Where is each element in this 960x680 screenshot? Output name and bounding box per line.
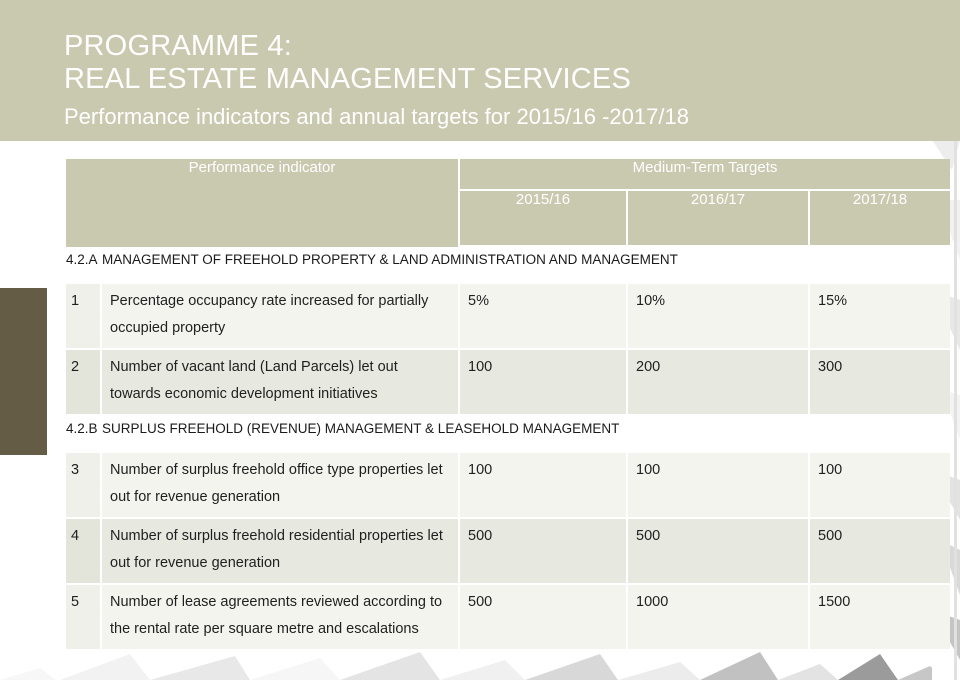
section-code: 4.2.B bbox=[66, 416, 102, 453]
row-target-value: 100 bbox=[628, 453, 810, 519]
section-code: 4.2.A bbox=[66, 247, 102, 284]
row-indicator: Number of surplus freehold residential properties let out for revenue generation bbox=[102, 519, 460, 585]
performance-indicators-table bbox=[66, 159, 950, 651]
background-photo-bottom bbox=[0, 652, 960, 680]
section-title: MANAGEMENT OF FREEHOLD PROPERTY & LAND ADMINISTRATION AND MANAGEMENT bbox=[102, 247, 950, 284]
table-row bbox=[66, 284, 950, 350]
page-title bbox=[64, 30, 631, 96]
column-header-year-2015-16: 2015/16 bbox=[460, 191, 628, 247]
section-header-row bbox=[66, 247, 950, 284]
table-row bbox=[66, 585, 950, 651]
row-number: 3 bbox=[66, 453, 102, 519]
row-indicator: Number of surplus freehold office type properties let out for revenue generation bbox=[102, 453, 460, 519]
row-target-value: 100 bbox=[460, 453, 628, 519]
row-target-value: 300 bbox=[810, 350, 950, 416]
title-banner bbox=[0, 0, 960, 141]
row-indicator: Number of lease agreements reviewed according to the rental rate per square metre and escalations bbox=[102, 585, 460, 651]
row-indicator: Percentage occupancy rate increased for partially occupied property bbox=[102, 284, 460, 350]
background-photo-bottom-art bbox=[0, 652, 960, 680]
page-subtitle: Performance indicators and annual targets for 2015/16 -2017/18 bbox=[64, 104, 689, 129]
page-title-line2: REAL ESTATE MANAGEMENT SERVICES bbox=[64, 63, 631, 95]
row-indicator: Number of vacant land (Land Parcels) let out towards economic development initiatives bbox=[102, 350, 460, 416]
row-target-value: 500 bbox=[810, 519, 950, 585]
column-header-medium-term-targets: Medium-Term Targets bbox=[460, 159, 950, 191]
row-target-value: 100 bbox=[810, 453, 950, 519]
page-title-line1: PROGRAMME 4: bbox=[64, 30, 292, 62]
row-target-value: 100 bbox=[460, 350, 628, 416]
row-target-value: 5% bbox=[460, 284, 628, 350]
row-number: 5 bbox=[66, 585, 102, 651]
section-header-row bbox=[66, 416, 950, 453]
row-number: 4 bbox=[66, 519, 102, 585]
row-target-value: 1500 bbox=[810, 585, 950, 651]
column-header-performance-indicator: Performance indicator bbox=[66, 159, 460, 247]
table-row bbox=[66, 453, 950, 519]
column-header-year-2016-17: 2016/17 bbox=[628, 191, 810, 247]
row-target-value: 200 bbox=[628, 350, 810, 416]
row-number: 2 bbox=[66, 350, 102, 416]
row-number: 1 bbox=[66, 284, 102, 350]
row-target-value: 500 bbox=[460, 519, 628, 585]
row-target-value: 15% bbox=[810, 284, 950, 350]
table-row bbox=[66, 519, 950, 585]
table-header-row-top bbox=[66, 159, 950, 191]
row-target-value: 10% bbox=[628, 284, 810, 350]
row-target-value: 1000 bbox=[628, 585, 810, 651]
row-target-value: 500 bbox=[628, 519, 810, 585]
row-target-value: 500 bbox=[460, 585, 628, 651]
table-row bbox=[66, 350, 950, 416]
section-title: SURPLUS FREEHOLD (REVENUE) MANAGEMENT & LEASEHOLD MANAGEMENT bbox=[102, 416, 950, 453]
column-header-year-2017-18: 2017/18 bbox=[810, 191, 950, 247]
left-accent-block bbox=[0, 288, 47, 455]
